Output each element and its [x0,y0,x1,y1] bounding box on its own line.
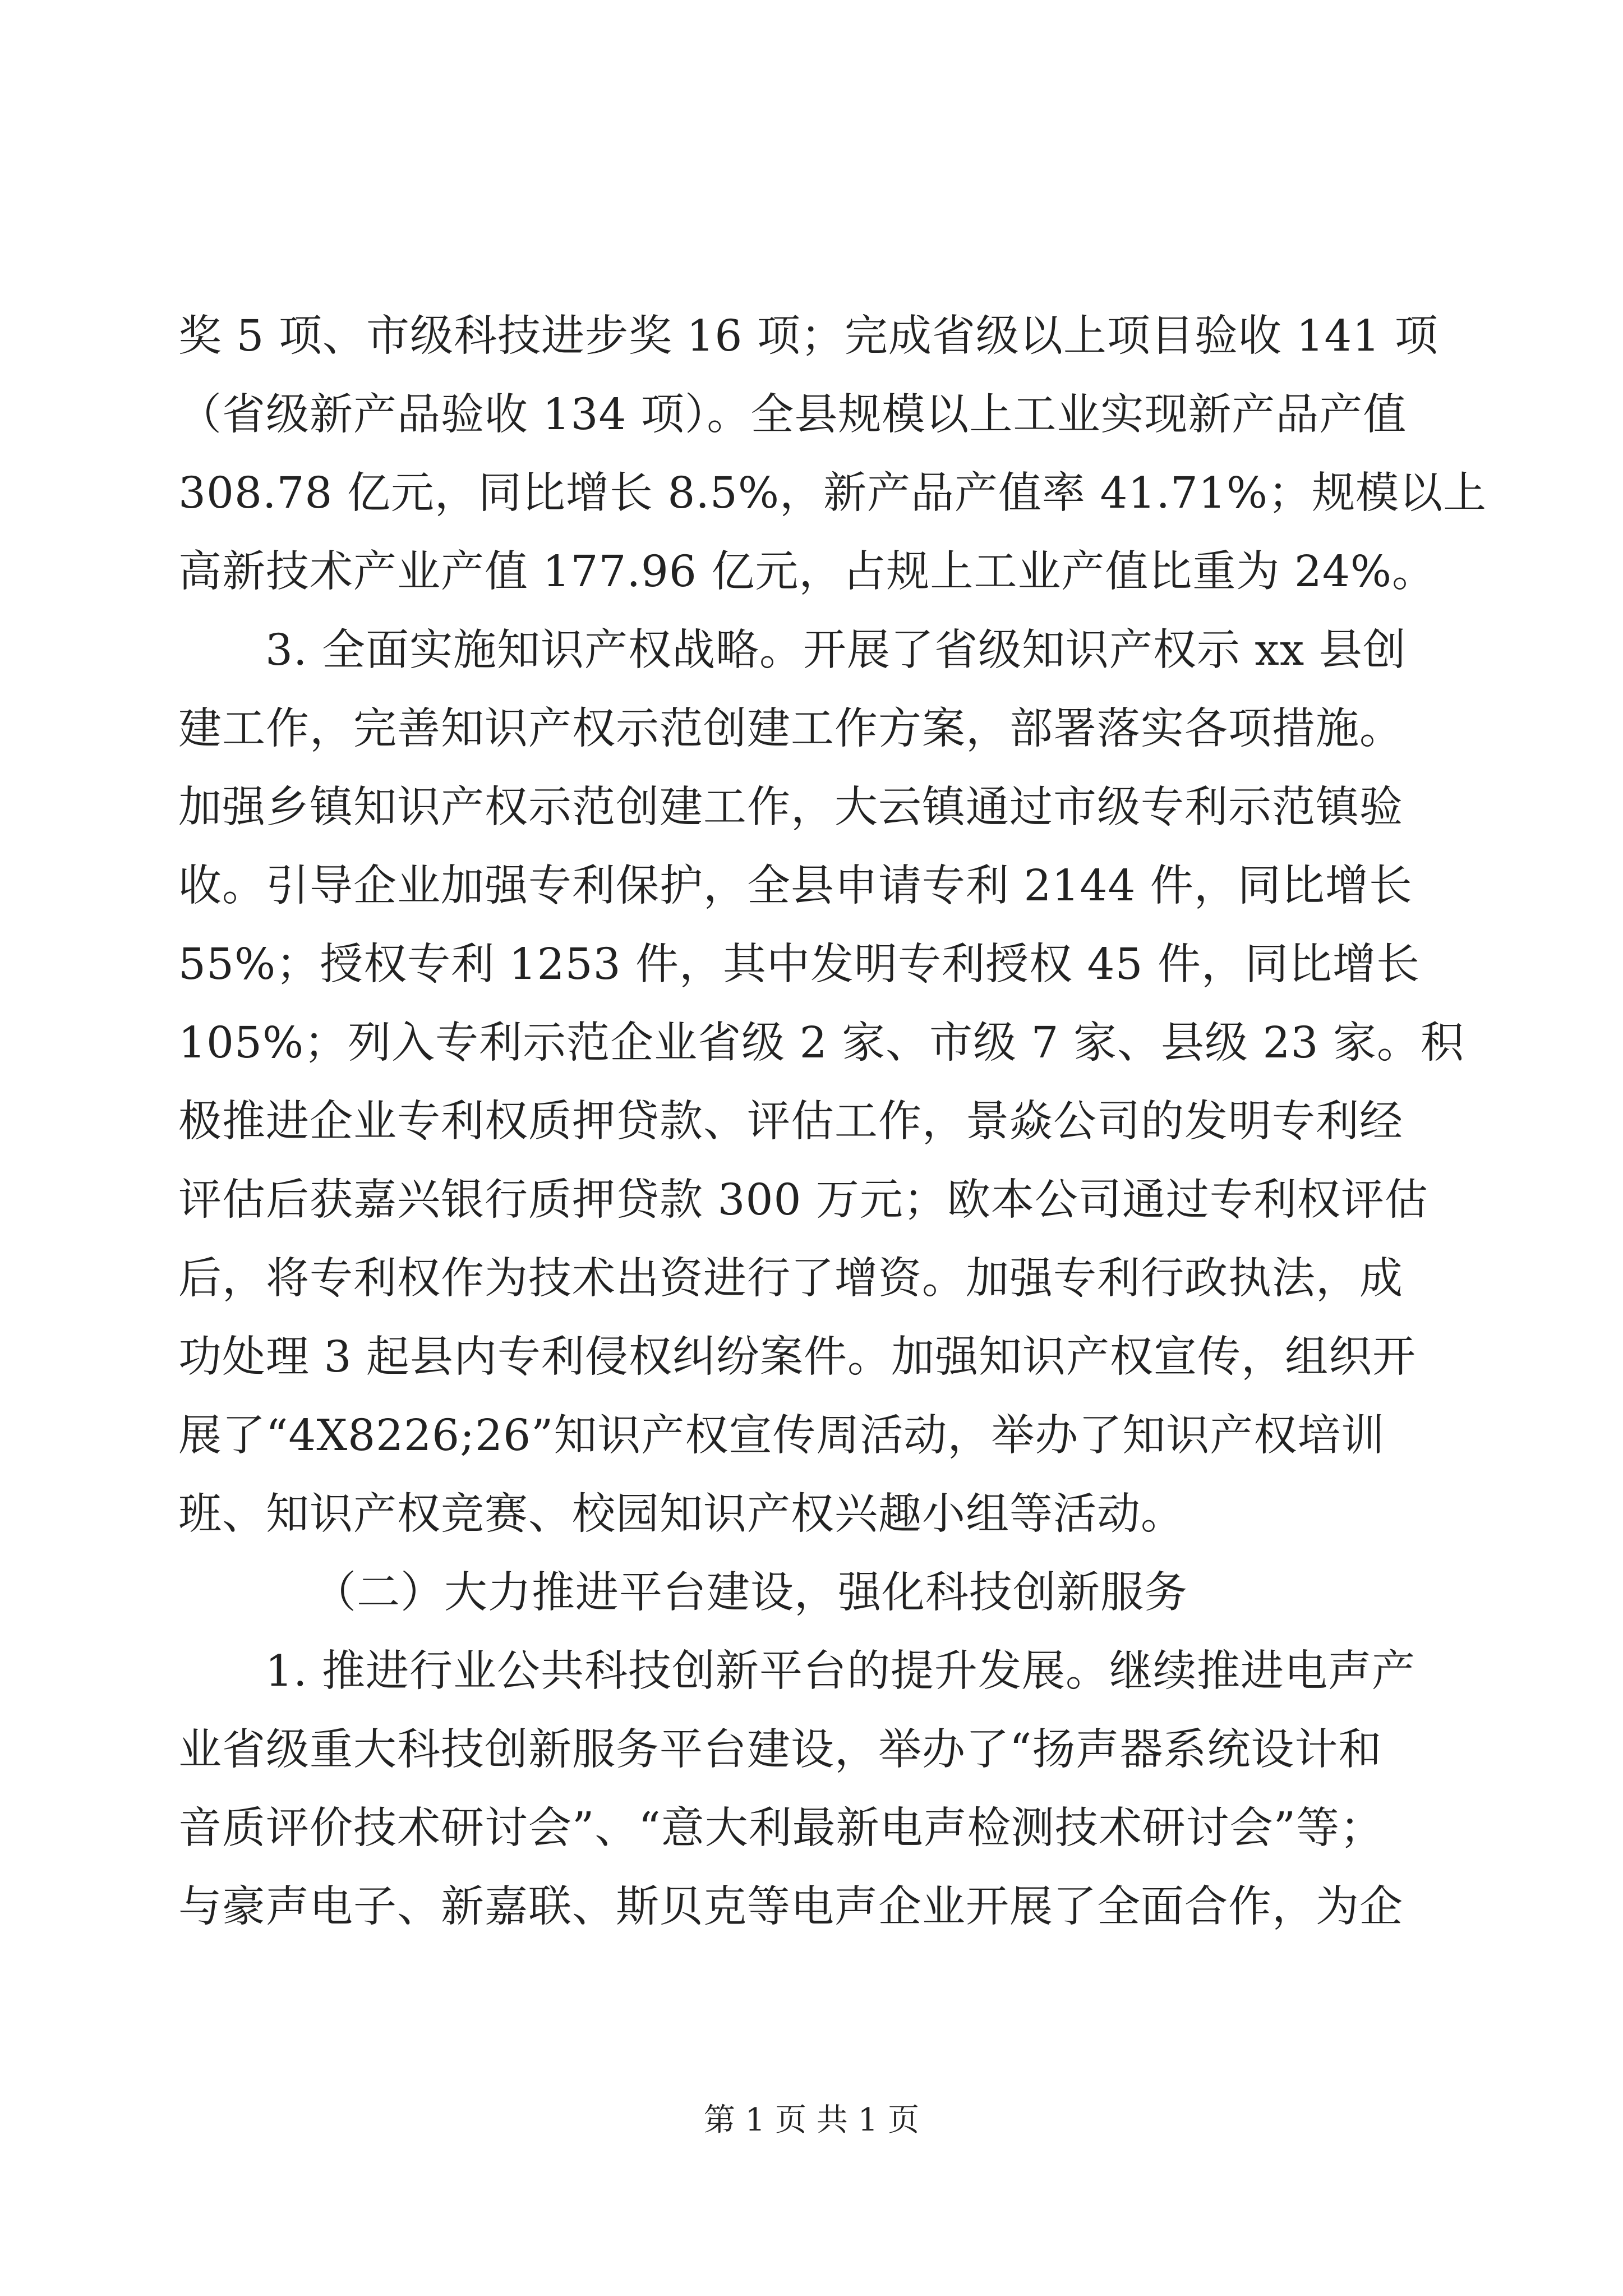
paragraph-line: 评估后获嘉兴银行质押贷款 300 万元；欧本公司通过专利权评估 [178,1175,1428,1225]
paragraph-line: 班、知识产权竞赛、校园知识产权兴趣小组等活动。 [178,1489,1184,1539]
paragraph-line: 后，将专利权作为技术出资进行了增资。加强专利行政执法，成 [178,1254,1403,1304]
page-footer: 第 1 页 共 1 页 [703,2102,920,2138]
section-heading: （二）大力推进平台建设，强化科技创新服务 [313,1568,1188,1618]
paragraph-line: 1. 推进行业公共科技创新平台的提升发展。继续推进电声产 [265,1646,1415,1696]
paragraph-line: 加强乡镇知识产权示范创建工作，大云镇通过市级专利示范镇验 [178,783,1403,832]
paragraph-line: 展了“4X8226;26”知识产权宣传周活动，举办了知识产权培训 [178,1411,1385,1461]
paragraph-line: 高新技术产业产值 177.96 亿元，占规上工业产值比重为 24%。 [178,547,1436,597]
paragraph-line: 业省级重大科技创新服务平台建设，举办了“扬声器系统设计和 [178,1725,1382,1775]
paragraph-line: 收。引导企业加强专利保护，全县申请专利 2144 件，同比增长 [178,861,1413,911]
paragraph-line: 308.78 亿元，同比增长 8.5%，新产品产值率 41.71%；规模以上 [178,468,1487,518]
paragraph-line: 奖 5 项、市级科技进步奖 16 项；完成省级以上项目验收 141 项 [178,311,1438,361]
paragraph-line: 与豪声电子、新嘉联、斯贝克等电声企业开展了全面合作，为企 [178,1882,1403,1932]
paragraph-line: 55%；授权专利 1253 件，其中发明专利授权 45 件，同比增长 [178,940,1420,990]
paragraph-line: 建工作，完善知识产权示范创建工作方案，部署落实各项措施。 [178,704,1403,754]
paragraph-line: 极推进企业专利权质押贷款、评估工作，景焱公司的发明专利经 [178,1097,1403,1147]
paragraph-line: 3. 全面实施知识产权战略。开展了省级知识产权示 xx 县创 [265,625,1407,675]
paragraph-line: 功处理 3 起县内专利侵权纠纷案件。加强知识产权宣传，组织开 [178,1332,1416,1382]
paragraph-line: （省级新产品验收 134 项）。全县规模以上工业实现新产品产值 [178,390,1407,440]
paragraph-line: 音质评价技术研讨会”、“意大利最新电声检测技术研讨会”等； [178,1803,1384,1853]
paragraph-line: 105%；列入专利示范企业省级 2 家、市级 7 家、县级 23 家。积 [178,1018,1464,1068]
